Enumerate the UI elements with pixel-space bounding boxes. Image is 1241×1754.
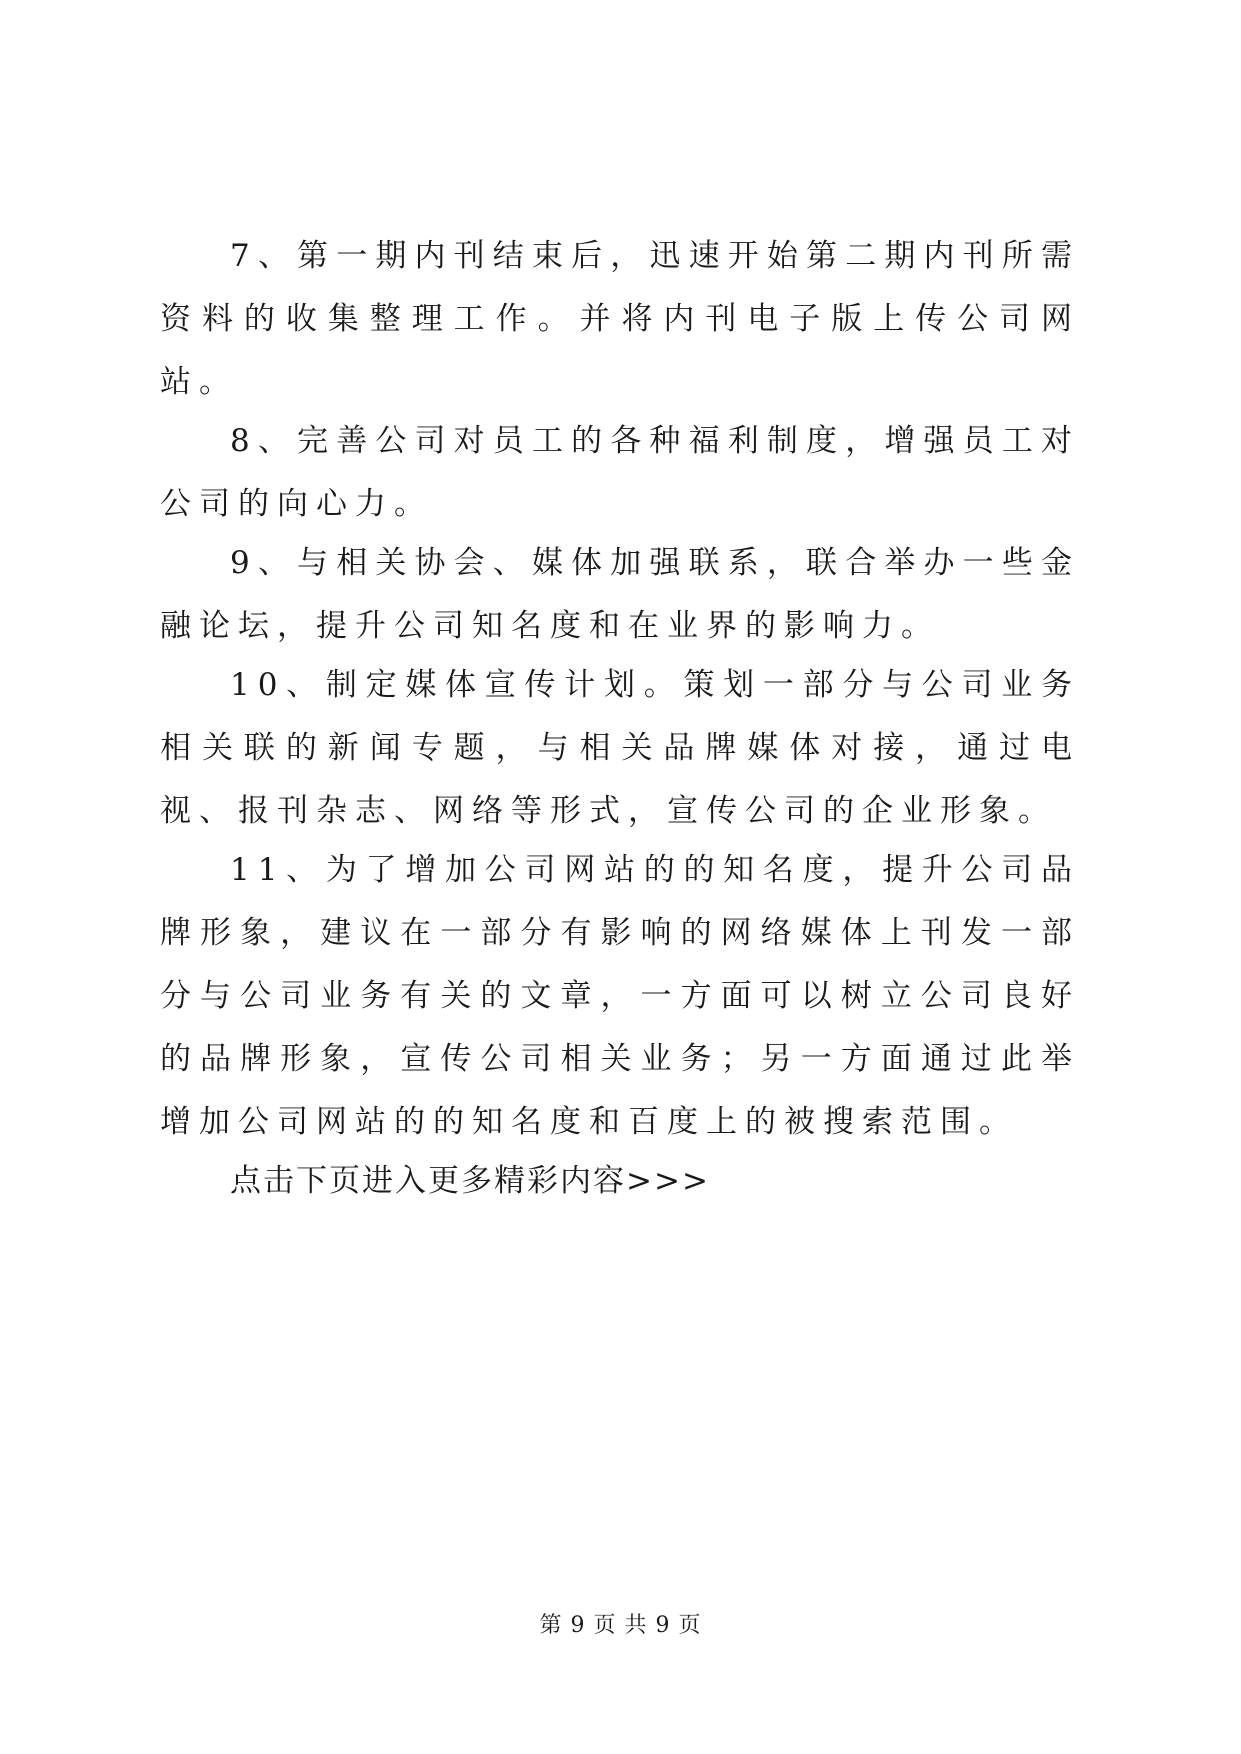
paragraph-item-8: 8、完善公司对员工的各种福利制度，增强员工对公司的向心力。	[160, 423, 1080, 522]
page-number-footer: 第 9 页 共 9 页	[539, 1613, 702, 1638]
paragraph-item-7: 7、第一期内刊结束后，迅速开始第二期内刊所需资料的收集整理工作。并将内刊电子版上传公司网站。	[160, 238, 1080, 400]
next-page-link[interactable]: 点击下页进入更多精彩内容>>>	[230, 1163, 710, 1199]
paragraph-item-9: 9、与相关协会、媒体加强联系，联合举办一些金融论坛，提升公司知名度和在业界的影响力。	[160, 545, 1080, 644]
paragraph-item-10: 10、制定媒体宣传计划。策划一部分与公司业务相关联的新闻专题，与相关品牌媒体对接，通过电视、报刊杂志、网络等形式，宣传公司的企业形象。	[160, 667, 1080, 829]
document-body	[160, 225, 1080, 1213]
paragraph-item-11: 11、为了增加公司网站的的知名度，提升公司品牌形象，建议在一部分有影响的网络媒体上刊发一部分与公司业务有关的文章，一方面可以树立公司良好的品牌形象，宣传公司相关业务；另一方面通过此举增加公司网站的的知名度和百度上的被搜索范围。	[160, 852, 1080, 1140]
